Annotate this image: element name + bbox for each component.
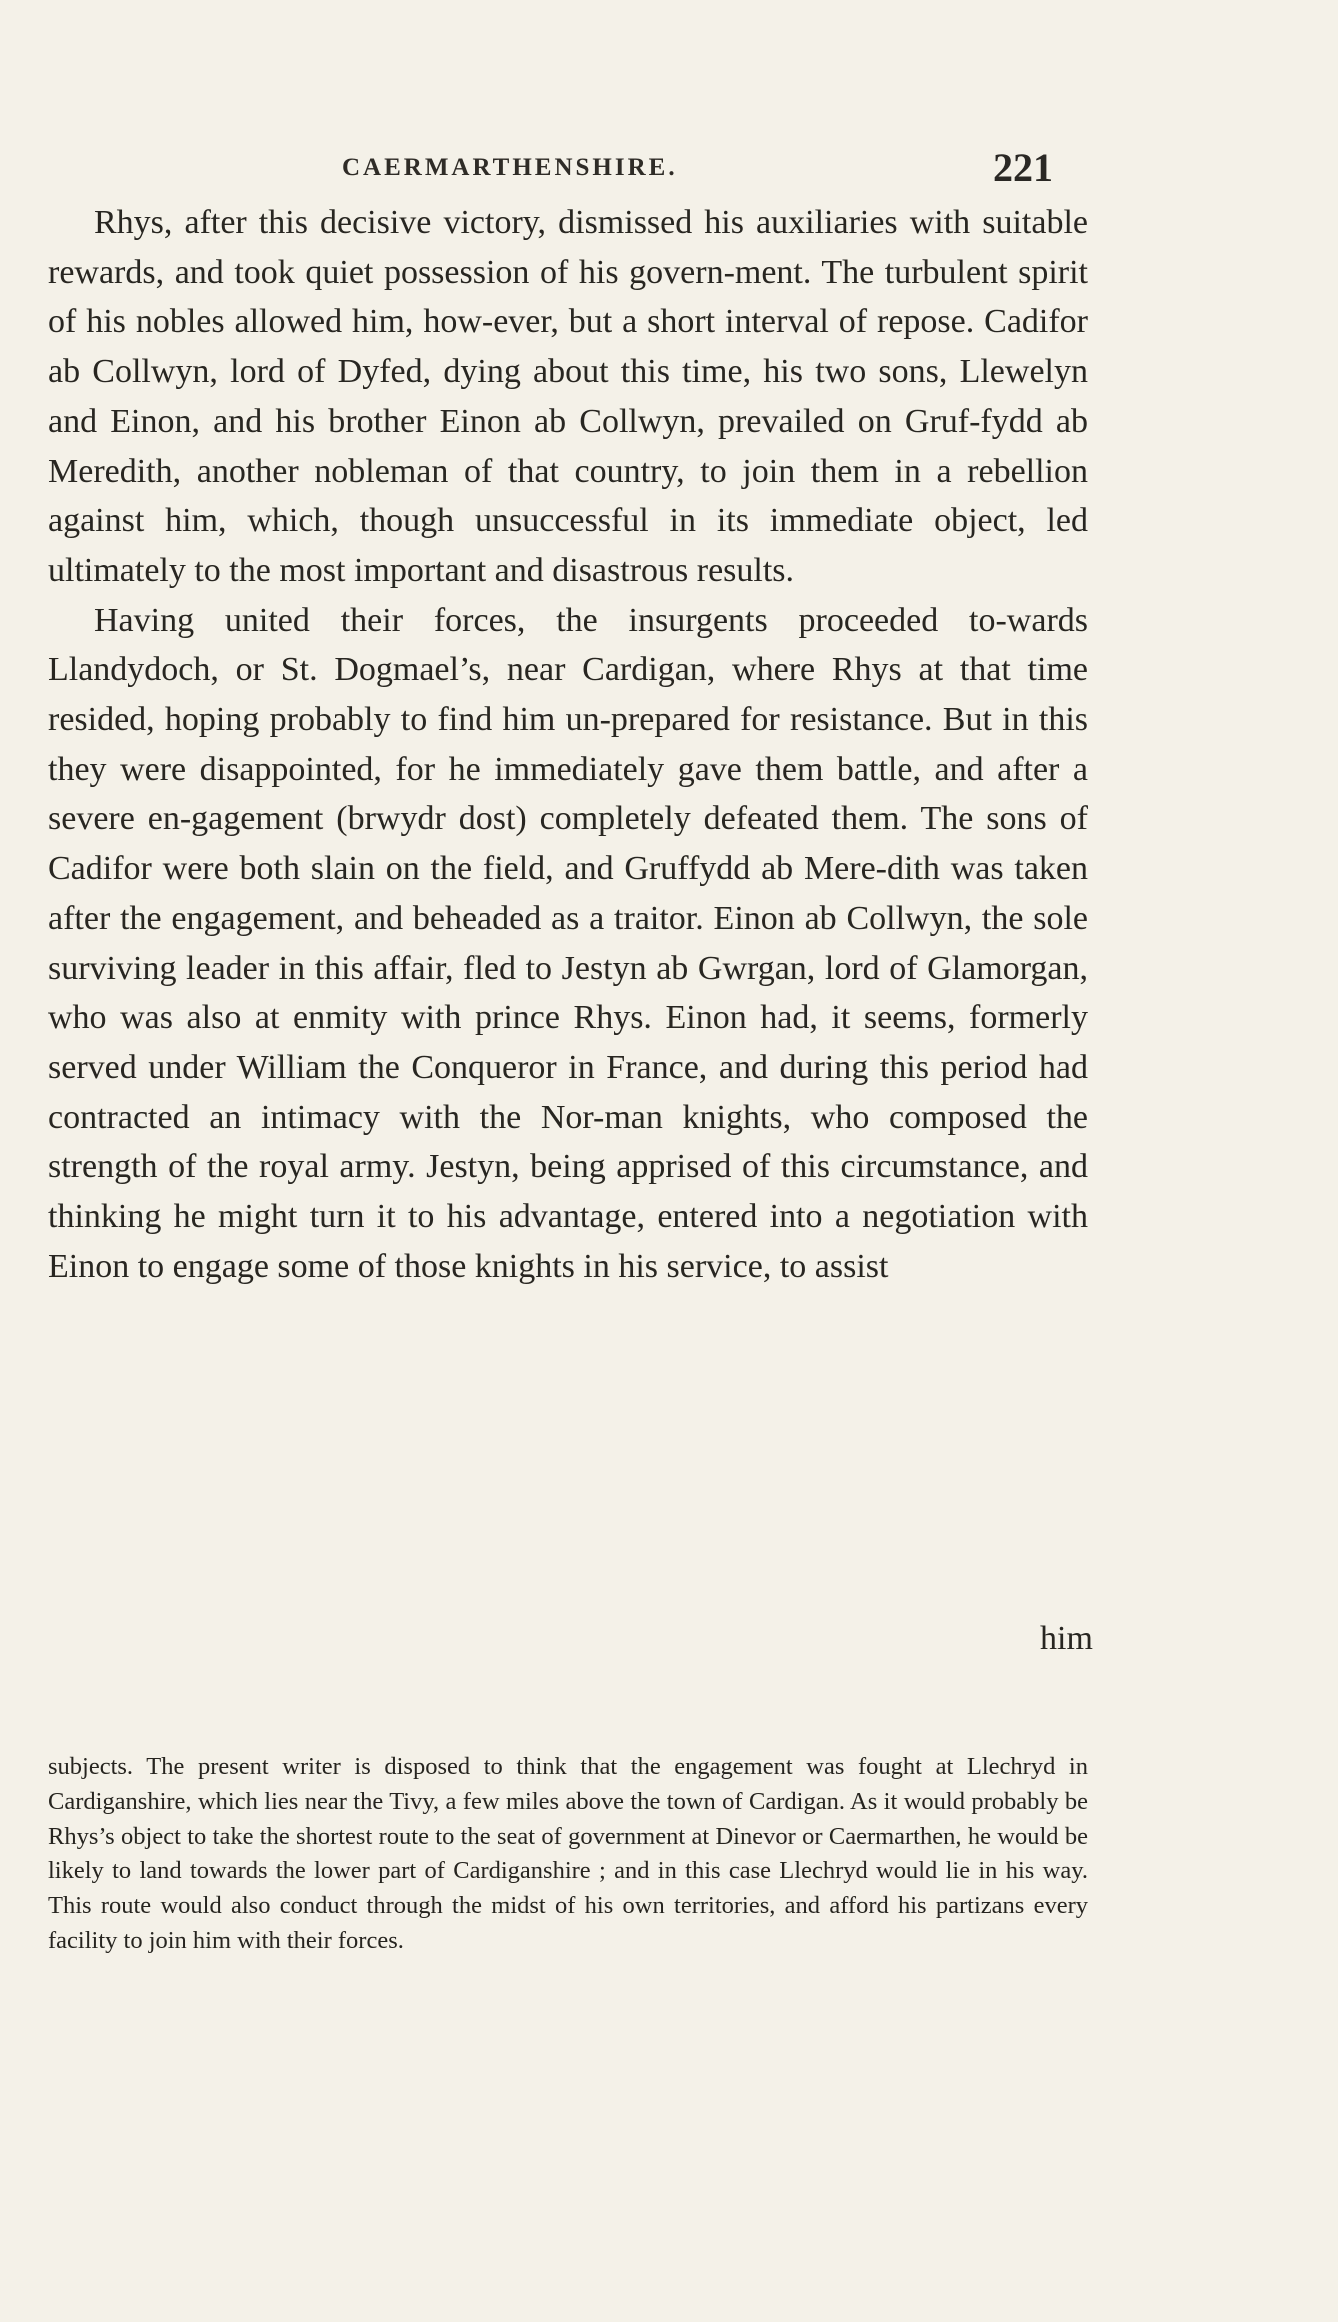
paragraph-1: Rhys, after this decisive victory, dismissed his auxiliaries with suitable rewards, and took quiet possession of his govern-ment. The turbulent spirit of his nobles allowed him, how-ever, but a short interval of repose. Cadifor ab Collwyn, lord of Dyfed, dying about this time, his two sons, Llewelyn and Einon, and his brother Einon ab Collwyn, prevailed on Gruf-fydd ab Meredith, another nobleman of that country, to join them in a rebellion against him, which, though unsuccessful in its immediate object, led ultimately to the most important and disastrous results.: [48, 204, 1088, 589]
running-title: CAERMARTHENSHIRE.: [342, 154, 678, 181]
running-head: [60, 145, 1100, 190]
main-text: [48, 198, 1088, 1291]
footnote: [48, 1750, 1088, 1959]
catchword: him: [1040, 1620, 1093, 1657]
footnote-text: subjects. The present writer is disposed to think that the engagement was fought at Llechryd in Cardiganshire, which lies near the Tivy, a few miles above the town of Cardigan. As it would probably be Rhys’s object to take the shortest route to the seat of government at Dinevor or Caermarthen, he would be likely to land towards the lower part of Cardiganshire ; and in this case Llechryd would lie in his way. This route would also conduct through the midst of his own territories, and afford his partizans every facility to join him with their forces.: [48, 1753, 1088, 1954]
page-number: 221: [993, 145, 1053, 190]
paragraph-2: Having united their forces, the insurgents proceeded to-wards Llandydoch, or St. Dogmael’s, near Cardigan, where Rhys at that time resided, hoping probably to find him un-prepared for resistance. But in this they were disappointed, for he immediately gave them battle, and after a severe en-gagement (brwydr dost) completely defeated them. The sons of Cadifor were both slain on the field, and Gruffydd ab Mere-dith was taken after the engagement, and beheaded as a traitor. Einon ab Collwyn, the sole surviving leader in this affair, fled to Jestyn ab Gwrgan, lord of Glamorgan, who was also at enmity with prince Rhys. Einon had, it seems, formerly served under William the Conqueror in France, and during this period had contracted an intimacy with the Nor-man knights, who composed the strength of the royal army. Jestyn, being apprised of this circumstance, and thinking he might turn it to his advantage, entered into a negotiation with Einon to engage some of those knights in his service, to assist: [48, 601, 1088, 1285]
